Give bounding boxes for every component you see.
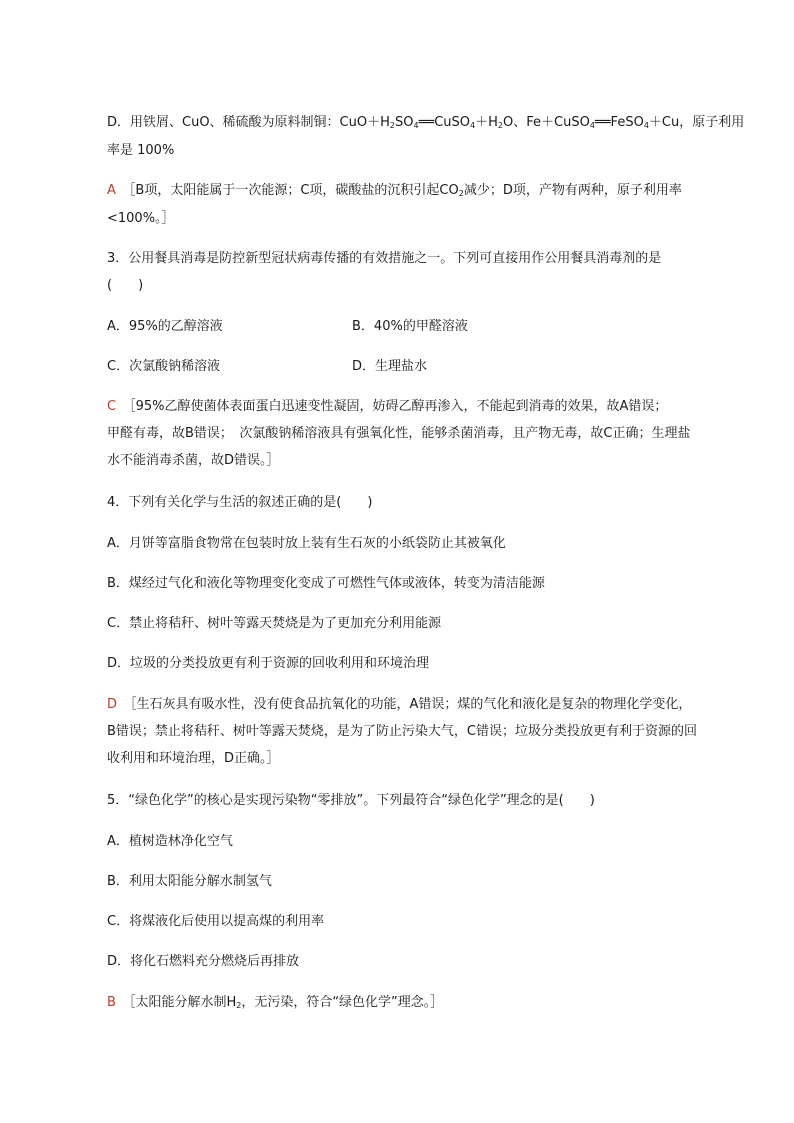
q3-explanation-line1: [107, 398, 667, 416]
text: ［95%乙醇使菌体表面蛋白迅速变性凝固，妨碍乙醇再渗入，不能起到消毒的效果，故A错误；: [129, 399, 668, 414]
q4-explanation-line2: B错误；禁止将秸秆、树叶等露天焚烧，是为了防止污染大气，C错误；垃圾分类投放更有利于资源的回: [107, 724, 697, 739]
text: 减少；D项，产物有两种，原子利用率: [463, 183, 682, 198]
q3-stem-line1: 3．公用餐具消毒是防控新型冠状病毒传播的有效措施之一。下列可直接用作公用餐具消毒剂的是: [107, 251, 662, 266]
q3-option-c: C．次氯酸钠稀溶液: [107, 359, 221, 374]
q2-option-d-line1: [107, 114, 744, 132]
q4-stem: 4．下列有关化学与生活的叙述正确的是( ): [107, 495, 373, 510]
text: D．用铁屑、CuO、稀硫酸为原料制铜：CuO＋H: [107, 115, 390, 130]
q4-explanation-line3: 收利用和环境治理，D正确。］: [107, 751, 280, 766]
answer-letter: B: [107, 995, 116, 1010]
subscript: 4: [413, 121, 419, 130]
subscript: 2: [236, 1001, 242, 1010]
q3-explanation-line3: 水不能消毒杀菌，故D错误。］: [107, 453, 280, 468]
text: ══FeSO: [594, 115, 644, 130]
q4-option-b: B．煤经过气化和液化等物理变化变成了可燃性气体或液体，转变为清洁能源: [107, 576, 545, 591]
answer-letter: C: [107, 399, 117, 414]
q5-option-a: A．植树造林净化空气: [107, 834, 233, 849]
q2-explanation-line1: [107, 182, 682, 200]
subscript: 4: [470, 121, 476, 130]
text: ［生石灰具有吸水性，没有使食品抗氧化的功能，A错误；煤的气化和液化是复杂的物理化学变化，: [130, 697, 692, 712]
q4-option-d: D．垃圾的分类投放更有利于资源的回收利用和环境治理: [107, 656, 430, 671]
text: ＋H: [475, 115, 498, 130]
subscript: 2: [389, 121, 395, 130]
q4-option-a: A．月饼等富脂食物常在包装时放上装有生石灰的小纸袋防止其被氧化: [107, 536, 506, 551]
answer-letter: D: [107, 697, 118, 712]
q5-stem: 5．“绿色化学”的核心是实现污染物“零排放”。下列最符合“绿色化学”理念的是( ): [107, 793, 595, 808]
q5-option-b: B．利用太阳能分解水制氢气: [107, 874, 272, 889]
q3-option-d: D．生理盐水: [352, 359, 428, 374]
q5-option-c: C．将煤液化后使用以提高煤的利用率: [107, 914, 325, 929]
text: SO: [394, 115, 414, 130]
subscript: 2: [458, 189, 464, 198]
q5-option-d: D．将化石燃料充分燃烧后再排放: [107, 954, 300, 969]
text: ，无污染，符合“绿色化学”理念。］: [241, 995, 444, 1010]
q2-explanation-line2: <100%。］: [107, 211, 175, 226]
text: ══CuSO: [418, 115, 471, 130]
subscript: 4: [643, 121, 649, 130]
q3-option-a: A．95%的乙醇溶液: [107, 319, 223, 334]
answer-letter: A: [107, 183, 116, 198]
text: O、Fe＋CuSO: [503, 115, 590, 130]
subscript: 2: [497, 121, 503, 130]
q3-explanation-line2: 甲醛有毒，故B错误； 次氯酸钠稀溶液具有强氧化性，能够杀菌消毒，且产物无毒，故C正确；生理盐: [107, 426, 691, 441]
q5-explanation: [107, 994, 443, 1012]
q3-option-b: B．40%的甲醛溶液: [352, 319, 468, 334]
subscript: 4: [589, 121, 595, 130]
q3-stem-line2: ( ): [107, 278, 144, 293]
text: ＋Cu，原子利用: [648, 115, 745, 130]
q4-option-c: C．禁止将秸秆、树叶等露天焚烧是为了更加充分利用能源: [107, 616, 442, 631]
q4-explanation-line1: [107, 696, 691, 714]
text: ［B项，太阳能属于一次能源；C项，碳酸盐的沉积引起CO: [128, 183, 459, 198]
text: ［太阳能分解水制H: [128, 995, 237, 1010]
q2-option-d-line2: 率是 100%: [107, 143, 175, 158]
